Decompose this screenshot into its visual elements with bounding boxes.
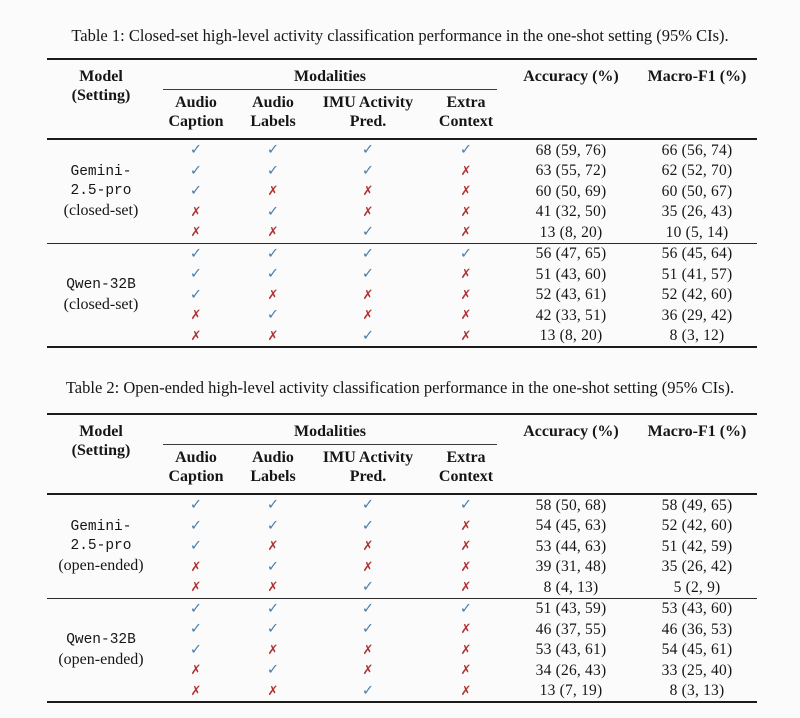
modality-cell [427, 326, 505, 348]
check-icon: ✓ [361, 621, 375, 637]
modality-cell [237, 222, 309, 243]
accuracy-value: 51 (43, 59) [505, 598, 637, 619]
accuracy-value: 13 (7, 19) [539, 682, 603, 699]
check-icon: ✓ [266, 307, 280, 323]
modalities-group-header [155, 414, 505, 445]
check-icon: ✓ [189, 142, 203, 158]
cross-icon: ✗ [460, 518, 472, 534]
check-icon: ✓ [189, 538, 203, 554]
check-icon: ✓ [361, 517, 375, 534]
modality-cell [427, 577, 505, 598]
table-1 [47, 58, 757, 348]
cross-icon: ✗ [460, 267, 472, 282]
modality-cell [309, 494, 427, 516]
cross-icon: ✗ [190, 663, 202, 678]
cross-icon: ✗ [267, 580, 279, 595]
macro-f1-value: 8 (3, 13) [669, 682, 725, 699]
check-icon: ✓ [361, 579, 375, 595]
cross-icon: ✗ [460, 683, 472, 699]
macro-f1-value: 62 (52, 70) [661, 162, 733, 179]
modality-cell [237, 516, 309, 537]
check-icon: ✓ [189, 162, 203, 179]
check-icon: ✓ [189, 600, 203, 617]
check-icon: ✓ [189, 497, 203, 513]
modality-cell [309, 681, 427, 703]
modality-cell [309, 161, 427, 182]
modality-cell [427, 222, 505, 243]
cross-icon: ✗ [362, 287, 374, 303]
cross-icon: ✗ [362, 663, 374, 678]
modality-cell [155, 202, 237, 223]
imu-activity-header: IMU Activity Pred. [322, 94, 414, 130]
accuracy-value: 51 (43, 60) [535, 265, 607, 283]
check-icon: ✓ [361, 266, 375, 282]
modality-cell [155, 516, 237, 537]
modality-cell [427, 264, 505, 285]
macro-f1-value: 52 (42, 60) [661, 286, 733, 303]
modality-cell [427, 660, 505, 681]
macro-f1-value: 53 (43, 60) [637, 598, 757, 619]
modality-cell [427, 181, 505, 202]
modality-cell [237, 640, 309, 661]
modality-cell [309, 285, 427, 306]
check-icon: ✓ [361, 224, 375, 240]
check-icon: ✓ [189, 266, 203, 282]
cross-icon: ✗ [190, 683, 202, 699]
cross-icon: ✗ [267, 642, 279, 658]
macro-f1-value: 60 (50, 67) [661, 182, 733, 200]
macro-f1-value: 54 (45, 61) [661, 641, 733, 658]
cross-icon: ✗ [460, 287, 472, 303]
cross-icon: ✗ [460, 622, 472, 637]
modality-cell [309, 577, 427, 598]
modality-cell [155, 619, 237, 640]
model-setting-cell [47, 243, 155, 347]
check-icon: ✓ [266, 600, 280, 617]
check-icon: ✓ [361, 142, 375, 158]
model-name: Qwen-32B [66, 276, 136, 293]
table-1-header [47, 59, 757, 139]
cross-icon: ✗ [460, 308, 472, 323]
accuracy-value: 53 (43, 61) [535, 641, 607, 658]
check-icon: ✓ [361, 682, 375, 699]
table-row [47, 243, 757, 264]
check-icon: ✓ [189, 183, 203, 199]
check-icon: ✓ [459, 600, 473, 617]
macro-f1-value: 51 (41, 57) [661, 265, 733, 283]
modality-cell [427, 305, 505, 326]
model-header-line2: (Setting) [71, 442, 131, 459]
cross-icon: ✗ [362, 184, 374, 199]
accuracy-value: 63 (55, 72) [535, 162, 607, 179]
accuracy-value: 39 (31, 48) [535, 558, 607, 575]
macro-f1-value: 46 (36, 53) [661, 620, 733, 638]
check-icon: ✓ [189, 621, 203, 637]
table-2-header [47, 414, 757, 494]
cross-icon: ✗ [460, 559, 472, 575]
cross-icon: ✗ [362, 204, 374, 220]
modality-cell [237, 660, 309, 681]
check-icon: ✓ [361, 327, 375, 344]
cross-icon: ✗ [460, 204, 472, 220]
macro-f1-header: Macro-F1 (%) [647, 68, 747, 85]
table-2-caption: Table 2: Open-ended high-level activity classification performance in the one-shot setting (95% CIs). [65, 378, 735, 397]
check-icon: ✓ [266, 142, 280, 158]
imu-activity-header: IMU Activity Pred. [322, 449, 414, 485]
modality-cell [309, 557, 427, 578]
model-setting-cell [47, 494, 155, 598]
model-name: 2.5-pro [70, 537, 132, 554]
accuracy-value: 41 (32, 50) [535, 203, 607, 220]
modality-cell [309, 598, 427, 619]
cross-icon: ✗ [362, 308, 374, 323]
modality-cell [427, 640, 505, 661]
modality-cell [155, 577, 237, 598]
modality-cell [155, 243, 237, 264]
modality-cell [237, 202, 309, 223]
modality-cell [309, 222, 427, 243]
modality-cell [237, 243, 309, 264]
modality-cell [309, 243, 427, 264]
audio-caption-header: Audio Caption [168, 449, 224, 485]
accuracy-value: 46 (37, 55) [535, 620, 607, 638]
modality-cell [237, 285, 309, 306]
model-setting: (open-ended) [58, 650, 144, 668]
modality-cell [309, 516, 427, 537]
table-row [47, 139, 757, 161]
modality-cell [427, 243, 505, 264]
accuracy-value: 42 (33, 51) [535, 306, 607, 324]
model-setting-header [47, 414, 155, 494]
table-row [47, 598, 757, 619]
check-icon: ✓ [189, 245, 203, 262]
cross-icon: ✗ [267, 328, 279, 344]
cross-icon: ✗ [267, 287, 279, 303]
modality-cell [155, 222, 237, 243]
check-icon: ✓ [361, 162, 375, 179]
model-header-line2: (Setting) [71, 87, 131, 104]
modality-cell [237, 494, 309, 516]
macro-f1-value: 33 (25, 40) [661, 661, 733, 679]
check-icon: ✓ [266, 517, 280, 534]
accuracy-value: 52 (43, 61) [535, 286, 607, 303]
table-row [47, 494, 757, 516]
modality-cell [237, 577, 309, 598]
check-icon: ✓ [266, 497, 280, 513]
accuracy-value: 68 (59, 76) [535, 141, 607, 159]
cross-icon: ✗ [460, 580, 472, 595]
modality-cell [155, 640, 237, 661]
cross-icon: ✗ [362, 559, 374, 575]
check-icon: ✓ [189, 286, 203, 303]
check-icon: ✓ [266, 266, 280, 282]
cross-icon: ✗ [460, 642, 472, 658]
cross-icon: ✗ [190, 225, 202, 240]
modality-cell [155, 181, 237, 202]
modality-cell [309, 619, 427, 640]
modality-cell [427, 516, 505, 537]
accuracy-value: 54 (45, 63) [535, 517, 607, 534]
modality-cell [237, 326, 309, 348]
cross-icon: ✗ [267, 683, 279, 699]
macro-f1-value: 66 (56, 74) [661, 141, 733, 159]
modalities-label: Modalities [294, 68, 366, 85]
modality-cell [309, 326, 427, 348]
model-header-line1: Model [79, 68, 123, 85]
modality-cell [237, 536, 309, 557]
model-setting: (closed-set) [63, 295, 139, 313]
macro-f1-header: Macro-F1 (%) [647, 423, 747, 440]
modality-cell [155, 285, 237, 306]
model-header-line1: Model [79, 423, 123, 440]
audio-labels-header: Audio Labels [250, 449, 296, 485]
modality-cell [427, 619, 505, 640]
accuracy-value: 34 (26, 43) [535, 661, 607, 679]
extra-context-header: Extra Context [438, 449, 494, 485]
check-icon: ✓ [361, 497, 375, 513]
table-1-body [47, 139, 757, 347]
model-name: Gemini- [70, 518, 132, 535]
modality-cell [237, 598, 309, 619]
macro-f1-value: 56 (45, 64) [637, 243, 757, 264]
macro-f1-value: 58 (49, 65) [661, 496, 733, 514]
check-icon: ✓ [361, 600, 375, 617]
check-icon: ✓ [459, 142, 473, 158]
modality-cell [309, 305, 427, 326]
table-2-body [47, 494, 757, 702]
accuracy-value: 58 (50, 68) [535, 496, 607, 514]
check-icon: ✓ [266, 621, 280, 637]
model-name: 2.5-pro [70, 182, 132, 199]
modality-cell [237, 161, 309, 182]
modality-cell [237, 264, 309, 285]
check-icon: ✓ [459, 245, 473, 262]
macro-f1-value: 35 (26, 43) [661, 203, 733, 220]
accuracy-value: 56 (47, 65) [505, 243, 637, 264]
model-name: Gemini- [70, 163, 132, 180]
modality-cell [427, 536, 505, 557]
modality-cell [237, 181, 309, 202]
modality-cell [237, 619, 309, 640]
modality-cell [309, 660, 427, 681]
modalities-label: Modalities [294, 423, 366, 440]
modality-cell [427, 598, 505, 619]
check-icon: ✓ [266, 162, 280, 179]
modality-cell [427, 139, 505, 161]
modality-cell [427, 161, 505, 182]
macro-f1-value: 35 (26, 42) [661, 558, 733, 575]
modality-cell [309, 264, 427, 285]
modality-cell [237, 305, 309, 326]
modality-cell [155, 681, 237, 703]
modality-cell [237, 139, 309, 161]
cross-icon: ✗ [190, 328, 202, 344]
modality-cell [237, 681, 309, 703]
accuracy-value: 60 (50, 69) [535, 182, 607, 200]
cross-icon: ✗ [267, 184, 279, 199]
macro-f1-value: 51 (42, 59) [661, 537, 733, 555]
cross-icon: ✗ [460, 184, 472, 199]
model-setting: (closed-set) [63, 201, 139, 219]
modality-cell [309, 640, 427, 661]
modality-cell [427, 202, 505, 223]
check-icon: ✓ [266, 662, 280, 678]
cross-icon: ✗ [267, 539, 279, 554]
check-icon: ✓ [361, 245, 375, 262]
table-1-caption: Table 1: Closed-set high-level activity classification performance in the one-shot setting (95% CIs). [71, 26, 729, 45]
modality-cell [155, 557, 237, 578]
audio-labels-header: Audio Labels [250, 94, 296, 130]
cross-icon: ✗ [460, 163, 472, 179]
model-setting-cell [47, 598, 155, 702]
accuracy-header: Accuracy (%) [523, 68, 619, 85]
modality-cell [309, 536, 427, 557]
check-icon: ✓ [189, 517, 203, 534]
macro-f1-value: 10 (5, 14) [665, 223, 729, 241]
model-name: Qwen-32B [66, 631, 136, 648]
cross-icon: ✗ [190, 308, 202, 323]
check-icon: ✓ [266, 558, 280, 575]
modality-cell [427, 285, 505, 306]
check-icon: ✓ [266, 203, 280, 220]
cross-icon: ✗ [190, 204, 202, 220]
modality-cell [155, 139, 237, 161]
modality-cell [155, 598, 237, 619]
macro-f1-value: 5 (2, 9) [673, 578, 721, 596]
extra-context-header: Extra Context [438, 94, 494, 130]
macro-f1-value: 8 (3, 12) [669, 327, 725, 344]
cross-icon: ✗ [460, 328, 472, 344]
modality-cell [155, 161, 237, 182]
macro-f1-value: 36 (29, 42) [661, 306, 733, 324]
modality-cell [427, 681, 505, 703]
modality-cell [155, 494, 237, 516]
accuracy-header: Accuracy (%) [523, 423, 619, 440]
modality-cell [155, 660, 237, 681]
modality-cell [427, 494, 505, 516]
modality-cell [155, 326, 237, 348]
table-2-block [0, 348, 800, 703]
check-icon: ✓ [189, 641, 203, 658]
accuracy-value: 13 (8, 20) [539, 223, 603, 241]
table-1-block [0, 0, 800, 348]
accuracy-value: 8 (4, 13) [543, 578, 599, 596]
cross-icon: ✗ [460, 225, 472, 240]
modality-cell [155, 264, 237, 285]
table-2 [47, 413, 757, 703]
model-setting-cell [47, 139, 155, 243]
cross-icon: ✗ [460, 663, 472, 678]
modality-cell [309, 202, 427, 223]
check-icon: ✓ [459, 497, 473, 513]
cross-icon: ✗ [362, 539, 374, 554]
modality-cell [309, 181, 427, 202]
cross-icon: ✗ [362, 642, 374, 658]
accuracy-value: 13 (8, 20) [539, 327, 603, 344]
cross-icon: ✗ [267, 225, 279, 240]
cross-icon: ✗ [190, 580, 202, 595]
modality-cell [155, 536, 237, 557]
modality-cell [237, 557, 309, 578]
model-setting: (open-ended) [58, 556, 144, 574]
model-setting-header [47, 59, 155, 139]
modality-cell [309, 139, 427, 161]
macro-f1-value: 52 (42, 60) [661, 517, 733, 534]
modality-cell [427, 557, 505, 578]
accuracy-value: 53 (44, 63) [535, 537, 607, 555]
cross-icon: ✗ [190, 559, 202, 575]
check-icon: ✓ [266, 245, 280, 262]
modalities-group-header [155, 59, 505, 90]
audio-caption-header: Audio Caption [168, 94, 224, 130]
cross-icon: ✗ [460, 539, 472, 554]
modality-cell [155, 305, 237, 326]
